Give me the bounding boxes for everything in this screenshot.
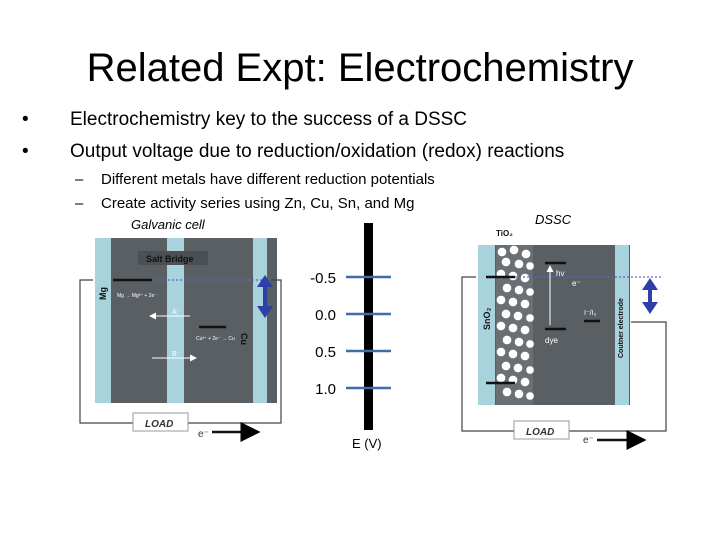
sub-bullet-marker: – <box>75 171 84 188</box>
axis-label: E (V) <box>352 436 382 451</box>
bullet-text: Electrochemistry key to the success of a DSSC <box>70 109 468 130</box>
galvanic-caption: Galvanic cell <box>131 217 205 232</box>
cu-electrode <box>253 238 267 403</box>
bullet-text: Output voltage due to reduction/oxidation (redox) reactions <box>70 141 565 162</box>
cu-reaction: Cu²⁺ + 2e⁻ → Cu <box>196 336 235 342</box>
galvanic-cell-diagram <box>80 238 281 440</box>
tick-label: 0.0 <box>315 307 336 324</box>
galvanic-electron-label: e⁻ <box>198 429 209 440</box>
tick-label: 1.0 <box>315 381 336 398</box>
mg-electrode <box>95 238 111 403</box>
sub-bullet-text: Different metals have different reduction potentials <box>101 171 435 188</box>
counter-electrode-label: Coutner electrode <box>618 298 625 358</box>
tio2-label: TiO₂ <box>496 229 513 238</box>
tick-label: -0.5 <box>310 270 336 287</box>
anion-a-label: A⁻ <box>172 309 181 316</box>
sub-bullet-marker: – <box>75 195 84 212</box>
redox-label: I⁻/I₃ <box>584 310 597 317</box>
mg-reaction: Mg → Mg²⁺ + 2e⁻ <box>117 293 157 299</box>
dssc-electron-label: e⁻ <box>583 435 594 446</box>
potential-axis <box>364 223 373 430</box>
bullet-marker: • <box>22 109 29 130</box>
salt-bridge-label: Salt Bridge <box>146 254 194 264</box>
hv-label: hv <box>556 269 565 278</box>
tick-label: 0.5 <box>315 344 336 361</box>
mg-label: Mg <box>98 287 108 300</box>
potential-scale <box>310 223 391 451</box>
slide-title: Related Expt: Electrochemistry <box>86 46 634 90</box>
dssc-voltage-arrow-head-down <box>642 302 658 314</box>
dssc-diagram <box>462 229 666 446</box>
galvanic-load-label: LOAD <box>145 419 174 430</box>
dye-label: dye <box>545 336 558 345</box>
dssc-voltage-arrow-head-up <box>642 278 658 290</box>
bullet-marker: • <box>22 141 29 162</box>
anion-b-label: B⁻ <box>172 351 181 358</box>
dssc-load-label: LOAD <box>526 427 555 438</box>
cu-label: Cu <box>239 333 249 345</box>
dssc-internal-electron: e⁻ <box>572 279 581 288</box>
sub-bullet-text: Create activity series using Zn, Cu, Sn, and Mg <box>101 195 415 212</box>
dssc-caption: DSSC <box>535 212 572 227</box>
sno2-label: SnO₂ <box>482 307 492 330</box>
